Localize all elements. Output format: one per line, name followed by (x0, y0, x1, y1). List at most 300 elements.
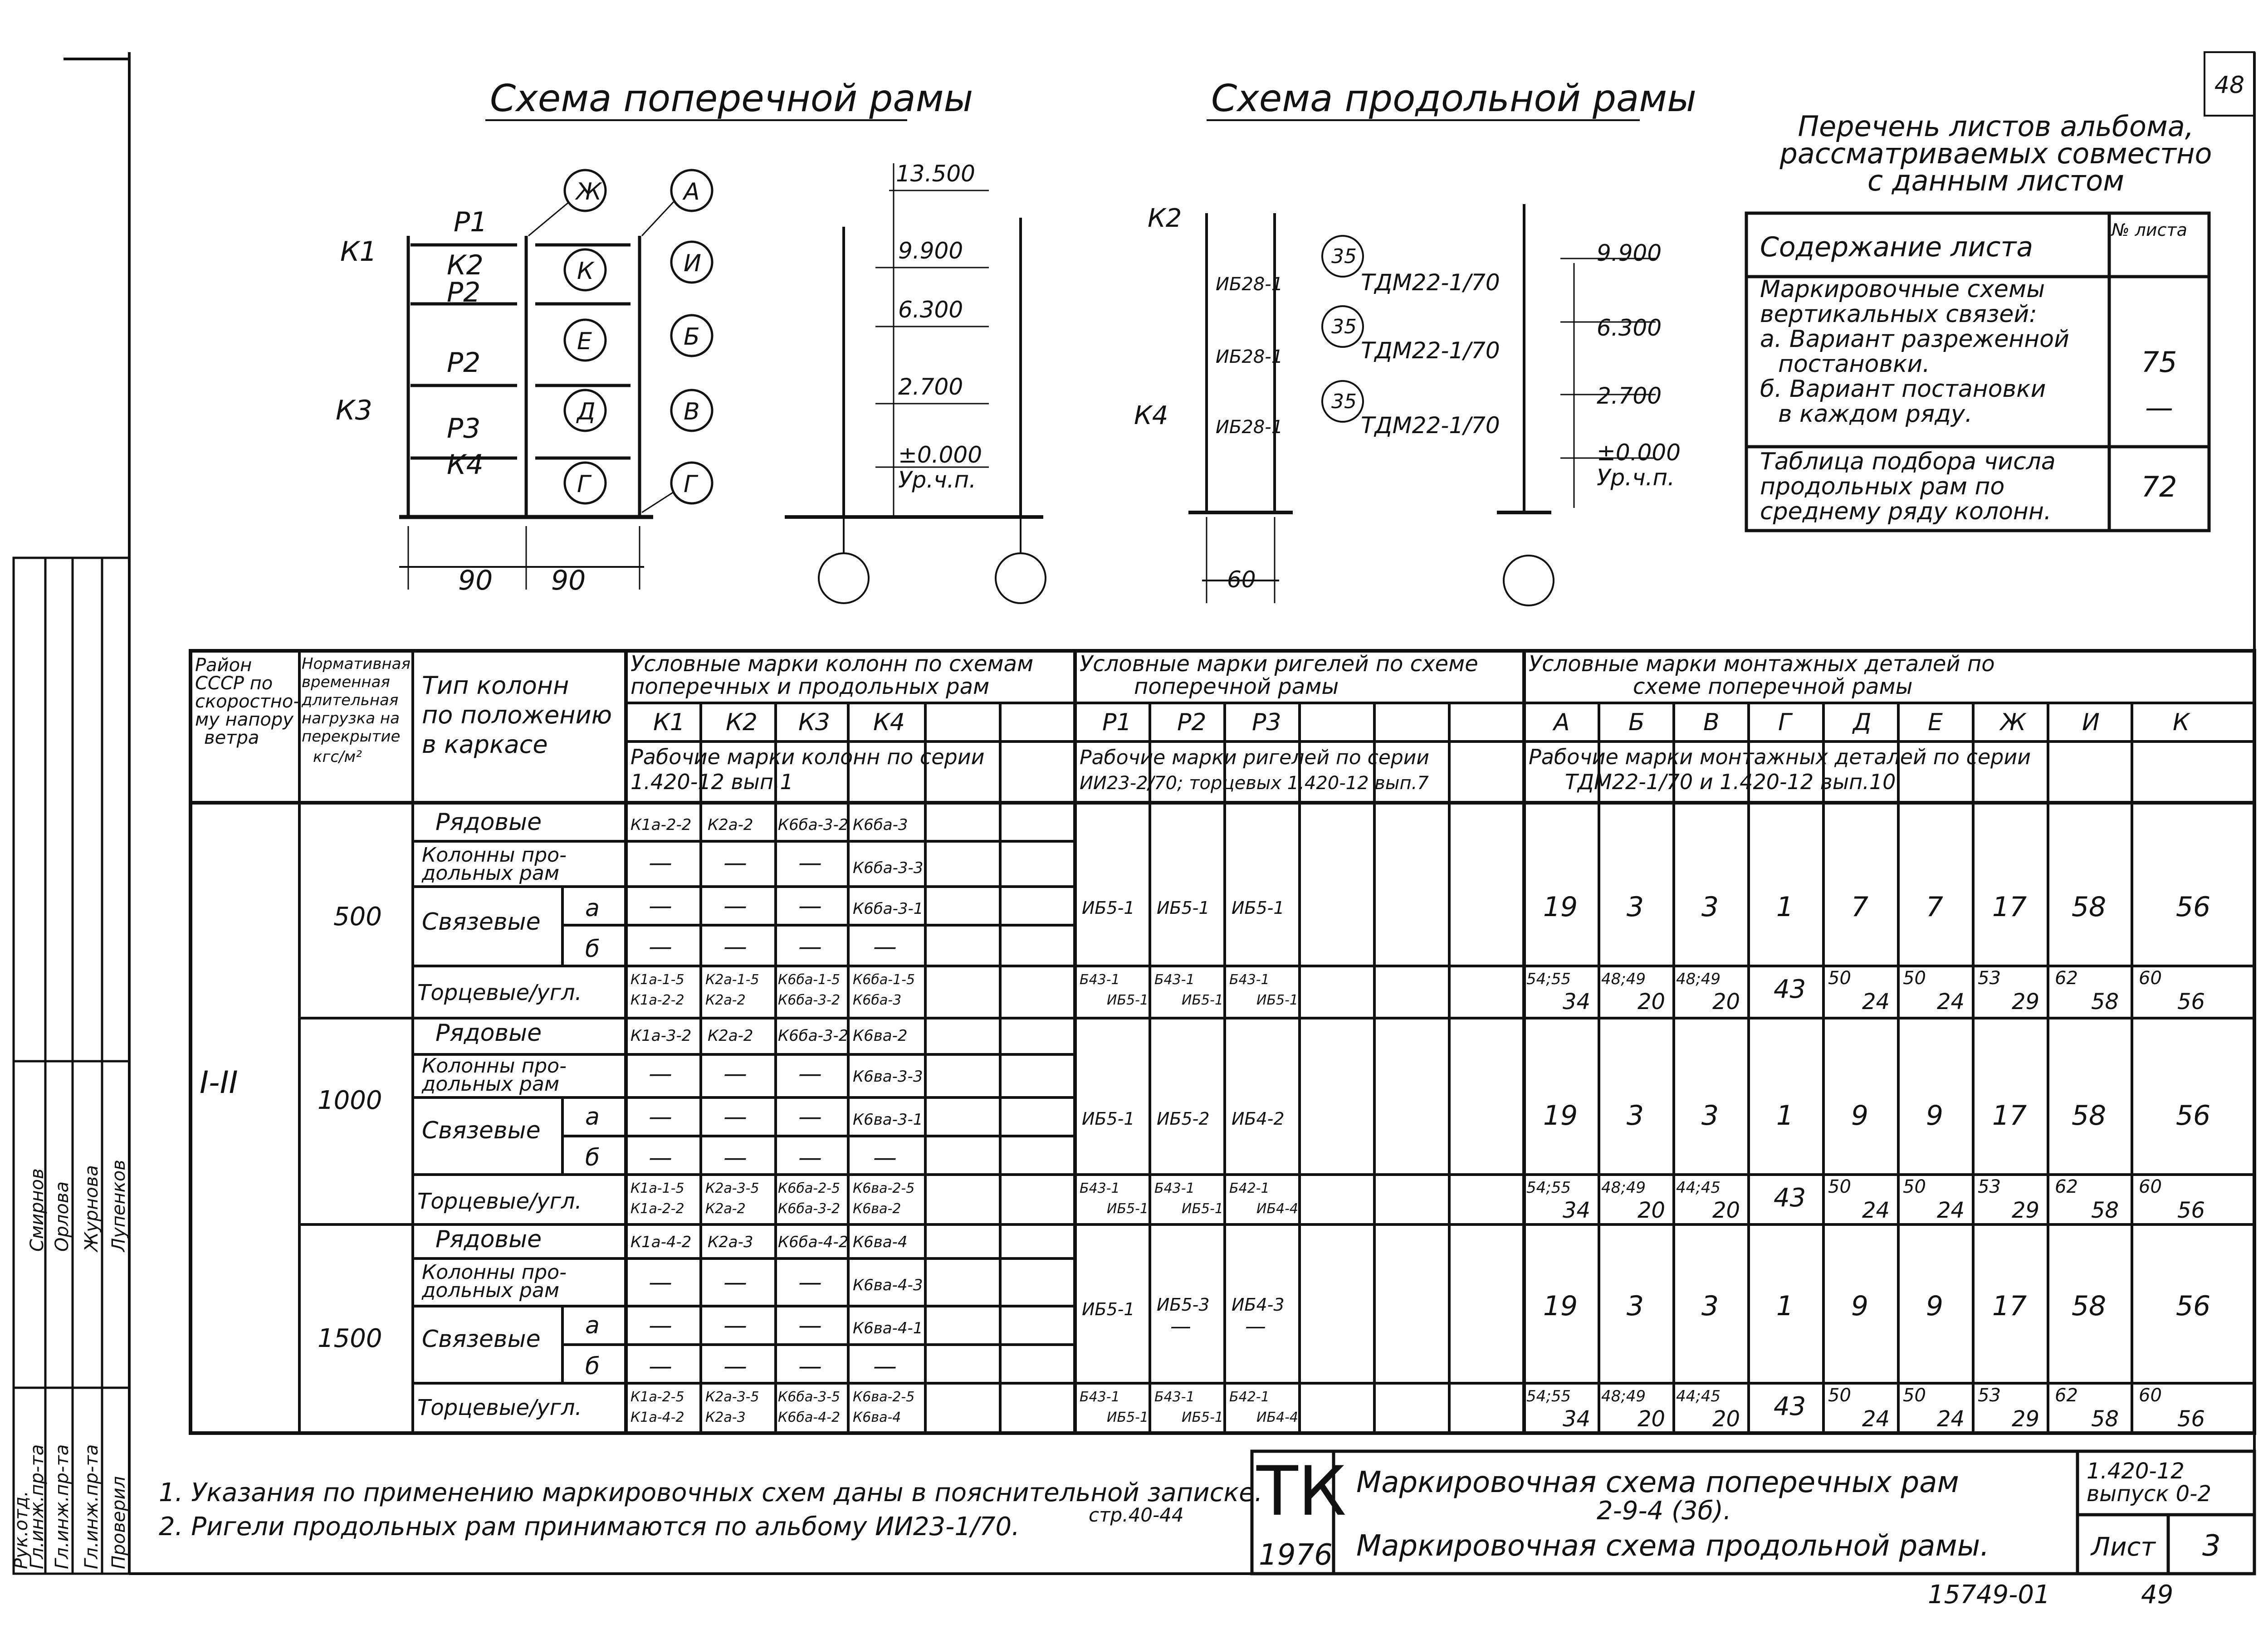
svg-text:К6ва-2: К6ва-2 (853, 1201, 901, 1217)
svg-text:К6ба-3-2: К6ба-3-2 (778, 816, 849, 834)
svg-text:—: — (649, 933, 672, 961)
svg-text:И: И (2082, 709, 2100, 736)
svg-text:дольных рам: дольных рам (422, 1279, 560, 1302)
svg-text:60: 60 (2139, 968, 2162, 989)
series-tag-2: 35 (1331, 315, 1357, 338)
svg-text:—: — (798, 1060, 822, 1088)
svg-text:3: 3 (1701, 1100, 1719, 1132)
svg-text:в каждом ряду.: в каждом ряду. (1778, 400, 1973, 428)
svg-text:—: — (723, 1353, 747, 1380)
sheets-header-content: Содержание листа (1760, 231, 2033, 263)
svg-text:Б42-1: Б42-1 (1229, 1389, 1270, 1405)
svg-text:62: 62 (2055, 1176, 2078, 1197)
svg-text:3: 3 (1626, 1290, 1644, 1322)
svg-text:поперечной рамы: поперечной рамы (1134, 674, 1339, 699)
svg-text:—: — (649, 1269, 672, 1296)
svg-text:ИИ23-2/70; торцевых 1.420-12: ИИ23-2/70; торцевых 1.420-12 вып.7 (1080, 773, 1429, 794)
svg-text:3: 3 (1626, 1100, 1644, 1132)
svg-text:ИБ5-1: ИБ5-1 (1107, 1201, 1149, 1217)
svg-text:48;49: 48;49 (1601, 1387, 1646, 1405)
node-zh: Ж (576, 178, 602, 205)
svg-text:Б43-1: Б43-1 (1080, 1180, 1120, 1196)
svg-text:К6ва-4: К6ва-4 (853, 1410, 901, 1425)
svg-text:—: — (798, 893, 822, 920)
svg-text:62: 62 (2055, 1385, 2078, 1406)
svg-text:Торцевые/угл.: Торцевые/угл. (417, 1189, 582, 1214)
svg-text:дольных рам: дольных рам (422, 862, 560, 885)
svg-text:9: 9 (1926, 1100, 1944, 1132)
svg-text:К2: К2 (726, 709, 758, 736)
table-end-details-1000 (1526, 1176, 2205, 1223)
svg-text:ИБ5-1: ИБ5-1 (1232, 898, 1285, 918)
svg-text:Рабочие марки колонн по серии: Рабочие марки колонн по серии (631, 745, 985, 769)
svg-text:ветра: ветра (204, 727, 259, 748)
node-k: К (577, 258, 594, 285)
svg-text:Б43-1: Б43-1 (1080, 972, 1120, 988)
svg-text:1: 1 (1776, 1290, 1794, 1322)
svg-text:—: — (798, 1144, 822, 1171)
svg-text:К6ба-4-2: К6ба-4-2 (778, 1410, 841, 1425)
table-row-labels (200, 809, 600, 1420)
node-i: И (684, 250, 701, 277)
elev-0000: ±0.000 (898, 442, 982, 468)
svg-text:а. Вариант разреженной: а. Вариант разреженной (1760, 326, 2069, 353)
svg-text:20: 20 (1637, 1406, 1666, 1432)
svg-text:—: — (798, 1353, 822, 1380)
series-tag-1: 35 (1331, 245, 1357, 268)
svg-text:—: — (873, 1144, 897, 1171)
node-b: Б (684, 323, 700, 351)
long-elev-0000: ±0.000 (1597, 439, 1681, 466)
stamp-sheet-label: Лист (2091, 1532, 2156, 1562)
node-v: В (684, 398, 700, 425)
svg-text:временная: временная (302, 673, 390, 691)
svg-text:ИБ5-1: ИБ5-1 (1082, 898, 1135, 918)
svg-text:Рядовые: Рядовые (435, 809, 542, 836)
svg-text:К6ва-2-5: К6ва-2-5 (853, 1389, 915, 1405)
svg-text:К2а-3-5: К2а-3-5 (705, 1180, 759, 1196)
long-label-k4: К4 (1134, 401, 1168, 430)
node-g: Г (577, 471, 590, 498)
svg-text:Тип колонн: Тип колонн (422, 671, 569, 700)
svg-text:58: 58 (2091, 1198, 2119, 1223)
svg-text:56: 56 (2175, 1290, 2211, 1322)
svg-text:Маркировочная схема поперечных: Маркировочная схема поперечных рам (1356, 1466, 1959, 1499)
svg-text:56: 56 (2175, 891, 2211, 923)
svg-text:К1а-4-2: К1а-4-2 (631, 1233, 692, 1251)
table-group-500 (631, 816, 1298, 1008)
table-end-details-500 (1526, 968, 2205, 1015)
svg-text:3: 3 (1701, 891, 1719, 923)
svg-text:Гл.инж.пр-та: Гл.инж.пр-та (52, 1444, 73, 1569)
svg-text:ИБ5-1: ИБ5-1 (1082, 1109, 1135, 1129)
svg-text:К1а-2-2: К1а-2-2 (631, 1201, 684, 1217)
svg-text:Рядовые: Рядовые (435, 1226, 542, 1253)
stamp-series: 1.420-12 (2087, 1458, 2185, 1484)
svg-text:29: 29 (2012, 1198, 2040, 1223)
svg-text:Б: Б (1628, 709, 1645, 736)
svg-text:К6ба-1-5: К6ба-1-5 (778, 972, 841, 988)
sheets-row1-number2: — (2145, 391, 2173, 424)
svg-text:К2а-3: К2а-3 (708, 1233, 753, 1251)
title-transverse: Схема поперечной рамы (490, 77, 973, 120)
svg-text:К6ва-2: К6ва-2 (853, 1027, 908, 1045)
svg-text:К1а-3-2: К1а-3-2 (631, 1027, 692, 1045)
svg-text:56: 56 (2177, 1406, 2205, 1432)
label-p2: Р2 (447, 277, 481, 308)
table-details-1500 (1543, 1290, 2210, 1322)
svg-text:24: 24 (1862, 1198, 1890, 1223)
span-2: 90 (551, 565, 586, 596)
svg-text:К6ва-3-1: К6ва-3-1 (853, 1111, 923, 1129)
svg-text:9: 9 (1851, 1100, 1869, 1132)
svg-text:К6ба-4-2: К6ба-4-2 (778, 1233, 849, 1251)
load-1500: 1500 (318, 1324, 382, 1353)
note-1: 1. Указания по применению маркировочных схем даны в пояснительной записке. (159, 1478, 1263, 1507)
elev-9900: 9.900 (898, 238, 963, 264)
svg-text:—: — (1170, 1314, 1191, 1338)
label-k2: К2 (447, 249, 484, 281)
svg-text:К: К (2173, 709, 2190, 736)
svg-text:58: 58 (2091, 989, 2119, 1015)
svg-text:—: — (649, 1103, 672, 1131)
svg-text:б: б (585, 936, 600, 963)
svg-text:А: А (1554, 709, 1570, 736)
svg-text:24: 24 (1937, 989, 1965, 1015)
svg-text:19: 19 (1543, 1100, 1578, 1132)
svg-text:—: — (723, 1060, 747, 1088)
region-value: I-II (200, 1065, 238, 1101)
svg-text:Таблица подбора числа: Таблица подбора числа (1760, 448, 2056, 475)
notes (159, 1478, 1262, 1541)
svg-text:К6ба-3-5: К6ба-3-5 (778, 1389, 841, 1405)
series-3: ТДМ22-1/70 (1361, 412, 1500, 439)
svg-text:вертикальных связей:: вертикальных связей: (1760, 301, 2037, 328)
svg-text:Б43-1: Б43-1 (1080, 1389, 1120, 1405)
svg-text:48;49: 48;49 (1601, 970, 1646, 988)
svg-text:3: 3 (1626, 891, 1644, 923)
svg-text:56: 56 (2177, 1198, 2205, 1223)
svg-text:43: 43 (1774, 975, 1806, 1004)
series-2: ТДМ22-1/70 (1361, 337, 1500, 364)
svg-text:24: 24 (1862, 989, 1890, 1015)
svg-text:3: 3 (1701, 1290, 1719, 1322)
svg-text:—: — (873, 933, 897, 961)
svg-text:К1а-1-5: К1а-1-5 (631, 972, 684, 988)
svg-text:б: б (585, 1144, 600, 1171)
svg-text:продольных рам по: продольных рам по (1760, 473, 2005, 500)
svg-text:—: — (1245, 1314, 1266, 1338)
svg-text:ИБ5-1: ИБ5-1 (1107, 992, 1149, 1008)
svg-text:Смирнов: Смирнов (27, 1168, 48, 1252)
long-beam-3: ИБ28-1 (1216, 417, 1283, 438)
svg-text:К6ба-3-2: К6ба-3-2 (778, 992, 841, 1008)
svg-text:29: 29 (2012, 1406, 2040, 1432)
svg-text:—: — (649, 1353, 672, 1380)
svg-text:53: 53 (1978, 1385, 2001, 1406)
svg-text:43: 43 (1774, 1183, 1806, 1213)
sheet-number: 48 (2214, 72, 2245, 99)
svg-text:—: — (723, 1269, 747, 1296)
svg-text:К2а-2: К2а-2 (705, 992, 746, 1008)
table-end-details-1500 (1526, 1385, 2205, 1432)
longitudinal-frame-labels (1134, 204, 1681, 593)
elev-ground: Ур.ч.п. (898, 467, 977, 493)
long-beam-1: ИБ28-1 (1216, 274, 1283, 295)
svg-text:К6ба-3-3: К6ба-3-3 (853, 859, 924, 877)
svg-text:В: В (1703, 709, 1720, 736)
sheets-list-title (1779, 110, 2212, 197)
svg-text:Р1: Р1 (1102, 709, 1132, 736)
svg-text:60: 60 (2139, 1176, 2162, 1197)
svg-text:20: 20 (1637, 1198, 1666, 1223)
svg-text:Г: Г (1778, 709, 1791, 736)
svg-text:56: 56 (2177, 989, 2205, 1015)
svg-text:1: 1 (1776, 891, 1794, 923)
svg-text:29: 29 (2012, 989, 2040, 1015)
svg-text:Б43-1: Б43-1 (1229, 972, 1270, 988)
svg-text:ТДМ22-1/70 и 1.420-12: ТДМ22-1/70 и 1.420-12 вып.10 (1565, 770, 1896, 794)
svg-text:нагрузка на: нагрузка на (302, 709, 400, 727)
svg-text:ИБ5-1: ИБ5-1 (1182, 992, 1224, 1008)
svg-text:ИБ5-1: ИБ5-1 (1107, 1410, 1149, 1425)
svg-text:К6ва-3-3: К6ва-3-3 (853, 1068, 923, 1086)
svg-text:К1а-4-2: К1а-4-2 (631, 1410, 684, 1425)
svg-text:Нормативная: Нормативная (302, 655, 411, 673)
svg-text:Лупенков: Лупенков (108, 1160, 129, 1252)
svg-text:К6ба-3: К6ба-3 (853, 992, 902, 1008)
svg-text:43: 43 (1774, 1392, 1806, 1421)
load-500: 500 (333, 902, 382, 932)
svg-text:Р3: Р3 (1252, 709, 1281, 736)
svg-text:дольных рам: дольных рам (422, 1073, 560, 1096)
svg-text:Журнова: Журнова (81, 1165, 102, 1252)
svg-text:К2а-2: К2а-2 (705, 1201, 746, 1217)
bottom-page: 49 (2141, 1580, 2174, 1610)
svg-text:ИБ4-2: ИБ4-2 (1232, 1109, 1285, 1129)
svg-text:24: 24 (1937, 1406, 1965, 1432)
node-g2: Г (684, 471, 697, 498)
svg-text:Ж: Ж (2000, 709, 2026, 736)
svg-text:К6ва-4-3: К6ва-4-3 (853, 1276, 923, 1294)
label-p2b: Р2 (447, 347, 481, 379)
svg-text:50: 50 (1828, 968, 1851, 989)
svg-text:9: 9 (1851, 1290, 1869, 1322)
svg-text:19: 19 (1543, 1290, 1578, 1322)
svg-text:Рядовые: Рядовые (435, 1019, 542, 1047)
svg-text:в каркасе: в каркасе (422, 730, 548, 759)
node-e: Е (577, 328, 592, 355)
svg-text:60: 60 (2139, 1385, 2162, 1406)
svg-text:среднему ряду колонн.: среднему ряду колонн. (1760, 498, 2052, 525)
svg-text:К1: К1 (653, 709, 685, 736)
svg-text:58: 58 (2071, 1100, 2107, 1132)
svg-text:—: — (723, 1312, 747, 1339)
svg-text:34: 34 (1563, 1198, 1591, 1223)
svg-text:К2а-3-5: К2а-3-5 (705, 1389, 759, 1405)
stamp-sheet-value: 3 (2202, 1529, 2221, 1563)
svg-text:К1а-2-2: К1а-2-2 (631, 816, 692, 834)
svg-text:7: 7 (1851, 891, 1869, 923)
svg-text:Условные марки ригелей по схем: Условные марки ригелей по схеме (1080, 651, 1478, 677)
svg-text:34: 34 (1563, 989, 1591, 1015)
svg-text:24: 24 (1937, 1198, 1965, 1223)
notes-ref: стр.40-44 (1089, 1504, 1184, 1526)
table-header (195, 651, 2190, 794)
svg-text:К1а-2-2: К1а-2-2 (631, 992, 684, 1008)
svg-text:Проверил: Проверил (108, 1476, 129, 1569)
label-k4: К4 (447, 449, 484, 481)
svg-text:—: — (649, 893, 672, 920)
svg-text:скоростно-: скоростно- (195, 691, 300, 712)
svg-text:56: 56 (2175, 1100, 2211, 1132)
label-p1: Р1 (454, 206, 488, 238)
svg-text:Торцевые/угл.: Торцевые/угл. (417, 1395, 582, 1420)
svg-text:К3: К3 (798, 709, 831, 736)
svg-text:ИБ4-4: ИБ4-4 (1256, 1410, 1299, 1425)
svg-text:ИБ5-3: ИБ5-3 (1157, 1295, 1210, 1315)
svg-text:20: 20 (1712, 1406, 1740, 1432)
svg-text:К6ба-2-5: К6ба-2-5 (778, 1180, 841, 1196)
label-k1: К1 (340, 236, 377, 268)
sheets-header-number: № листа (2112, 220, 2187, 240)
svg-text:а: а (585, 1312, 600, 1339)
svg-text:К6ва-4-1: К6ва-4-1 (853, 1319, 923, 1337)
label-p3: Р3 (447, 413, 481, 444)
svg-text:54;55: 54;55 (1526, 970, 1571, 988)
svg-text:по положению: по положению (422, 701, 612, 729)
svg-text:Е: Е (1928, 709, 1943, 736)
svg-text:Рабочие марки монтажных детале: Рабочие марки монтажных деталей по серии (1529, 745, 2031, 769)
long-span: 60 (1227, 566, 1256, 593)
longitudinal-frame-scheme (1188, 204, 1656, 605)
svg-text:Связевые: Связевые (422, 1326, 541, 1353)
svg-text:К6ба-3-2: К6ба-3-2 (778, 1027, 849, 1045)
svg-text:Торцевые/угл.: Торцевые/угл. (417, 980, 582, 1005)
transverse-frame-scheme (399, 170, 712, 590)
svg-text:му напору: му напору (195, 709, 293, 730)
svg-text:К6ба-3-2: К6ба-3-2 (778, 1201, 841, 1217)
svg-text:53: 53 (1978, 1176, 2001, 1197)
svg-text:—: — (798, 1103, 822, 1131)
elev-6300: 6.300 (898, 297, 963, 323)
svg-text:17: 17 (1992, 891, 2027, 923)
svg-text:20: 20 (1712, 1198, 1740, 1223)
long-label-k2: К2 (1148, 204, 1182, 233)
bottom-code: 15749-01 (1928, 1580, 2050, 1610)
node-a: А (684, 178, 700, 205)
svg-text:54;55: 54;55 (1526, 1387, 1571, 1405)
svg-text:—: — (649, 849, 672, 877)
transverse-frame-labels (336, 178, 701, 596)
svg-text:кгс/м²: кгс/м² (313, 748, 362, 766)
svg-text:К4: К4 (873, 709, 905, 736)
svg-text:Б43-1: Б43-1 (1154, 972, 1195, 988)
svg-text:50: 50 (1903, 968, 1926, 989)
svg-text:поперечных и продольных рам: поперечных и продольных рам (631, 674, 990, 699)
svg-text:постановки.: постановки. (1778, 351, 1930, 378)
svg-text:Б42-1: Б42-1 (1229, 1180, 1270, 1196)
svg-text:Гл.инж.пр-та: Гл.инж.пр-та (27, 1444, 48, 1569)
svg-text:Маркировочная схема продольной: Маркировочная схема продольной рамы. (1356, 1529, 1989, 1563)
label-k3: К3 (336, 395, 372, 426)
svg-text:—: — (723, 933, 747, 961)
svg-text:Орлова: Орлова (52, 1181, 73, 1252)
svg-text:Рук.отд.: Рук.отд. (11, 1491, 32, 1569)
svg-text:Колонны про-: Колонны про- (422, 1261, 567, 1284)
svg-text:19: 19 (1543, 891, 1578, 923)
elev-13500: 13.500 (896, 161, 975, 187)
sheets-row1-number: 75 (2141, 346, 2177, 379)
svg-text:Связевые: Связевые (422, 908, 541, 936)
svg-text:53: 53 (1978, 968, 2001, 989)
svg-text:Колонны про-: Колонны про- (422, 1054, 567, 1078)
svg-text:Б43-1: Б43-1 (1154, 1180, 1195, 1196)
svg-text:44;45: 44;45 (1676, 1179, 1721, 1197)
svg-text:схеме поперечной рамы: схеме поперечной рамы (1633, 674, 1913, 699)
svg-text:7: 7 (1926, 891, 1944, 923)
svg-text:17: 17 (1992, 1100, 2027, 1132)
svg-text:Д: Д (1853, 709, 1872, 736)
svg-text:58: 58 (2091, 1406, 2119, 1432)
svg-text:длительная: длительная (302, 691, 399, 709)
svg-text:—: — (798, 1269, 822, 1296)
svg-text:50: 50 (1903, 1385, 1926, 1406)
svg-text:9: 9 (1926, 1290, 1944, 1322)
svg-text:Район: Район (195, 655, 252, 676)
series-1: ТДМ22-1/70 (1361, 269, 1500, 296)
svg-text:К2а-2: К2а-2 (708, 1027, 753, 1045)
svg-text:—: — (723, 1103, 747, 1131)
long-elev-6300: 6.300 (1597, 315, 1662, 341)
svg-text:20: 20 (1712, 989, 1740, 1015)
svg-text:К1а-2-5: К1а-2-5 (631, 1389, 684, 1405)
side-stamp-text (11, 1160, 129, 1569)
svg-text:К6ва-4: К6ва-4 (853, 1233, 908, 1251)
long-elev-9900: 9.900 (1597, 240, 1662, 266)
svg-text:58: 58 (2071, 1290, 2107, 1322)
svg-text:К2а-2: К2а-2 (708, 816, 753, 834)
svg-text:1: 1 (1776, 1100, 1794, 1132)
svg-text:К2а-1-5: К2а-1-5 (705, 972, 759, 988)
svg-text:1.420-12 вып.1: 1.420-12 вып.1 (631, 770, 793, 794)
svg-text:с данным листом: с данным листом (1867, 164, 2124, 197)
note-2: 2. Ригели продольных рам принимаются по альбому ИИ23-1/70. (159, 1512, 1020, 1541)
stamp-issue: выпуск 0-2 (2087, 1481, 2212, 1507)
svg-text:Колонны про-: Колонны про- (422, 844, 567, 867)
svg-text:Условные марки монтажных детал: Условные марки монтажных деталей по (1529, 651, 1995, 677)
svg-text:перекрытие: перекрытие (302, 727, 401, 746)
svg-text:—: — (798, 933, 822, 961)
sheets-list-text (1760, 220, 2187, 525)
svg-text:рассматриваемых совместно: рассматриваемых совместно (1779, 137, 2212, 170)
svg-text:50: 50 (1828, 1176, 1851, 1197)
svg-text:—: — (649, 1312, 672, 1339)
svg-text:—: — (723, 849, 747, 877)
stamp-org: ТК (1256, 1452, 1347, 1531)
svg-text:50: 50 (1828, 1385, 1851, 1406)
svg-text:24: 24 (1862, 1406, 1890, 1432)
table-details-1000 (1543, 1100, 2210, 1132)
svg-text:К6ба-3: К6ба-3 (853, 816, 908, 834)
svg-text:48;49: 48;49 (1601, 1179, 1646, 1197)
svg-text:Маркировочные схемы: Маркировочные схемы (1760, 276, 2045, 303)
svg-text:54;55: 54;55 (1526, 1179, 1571, 1197)
svg-text:ИБ5-1: ИБ5-1 (1182, 1201, 1224, 1217)
svg-text:17: 17 (1992, 1290, 2027, 1322)
load-1000: 1000 (318, 1086, 382, 1115)
svg-text:2-9-4 (3б).: 2-9-4 (3б). (1597, 1496, 1731, 1526)
